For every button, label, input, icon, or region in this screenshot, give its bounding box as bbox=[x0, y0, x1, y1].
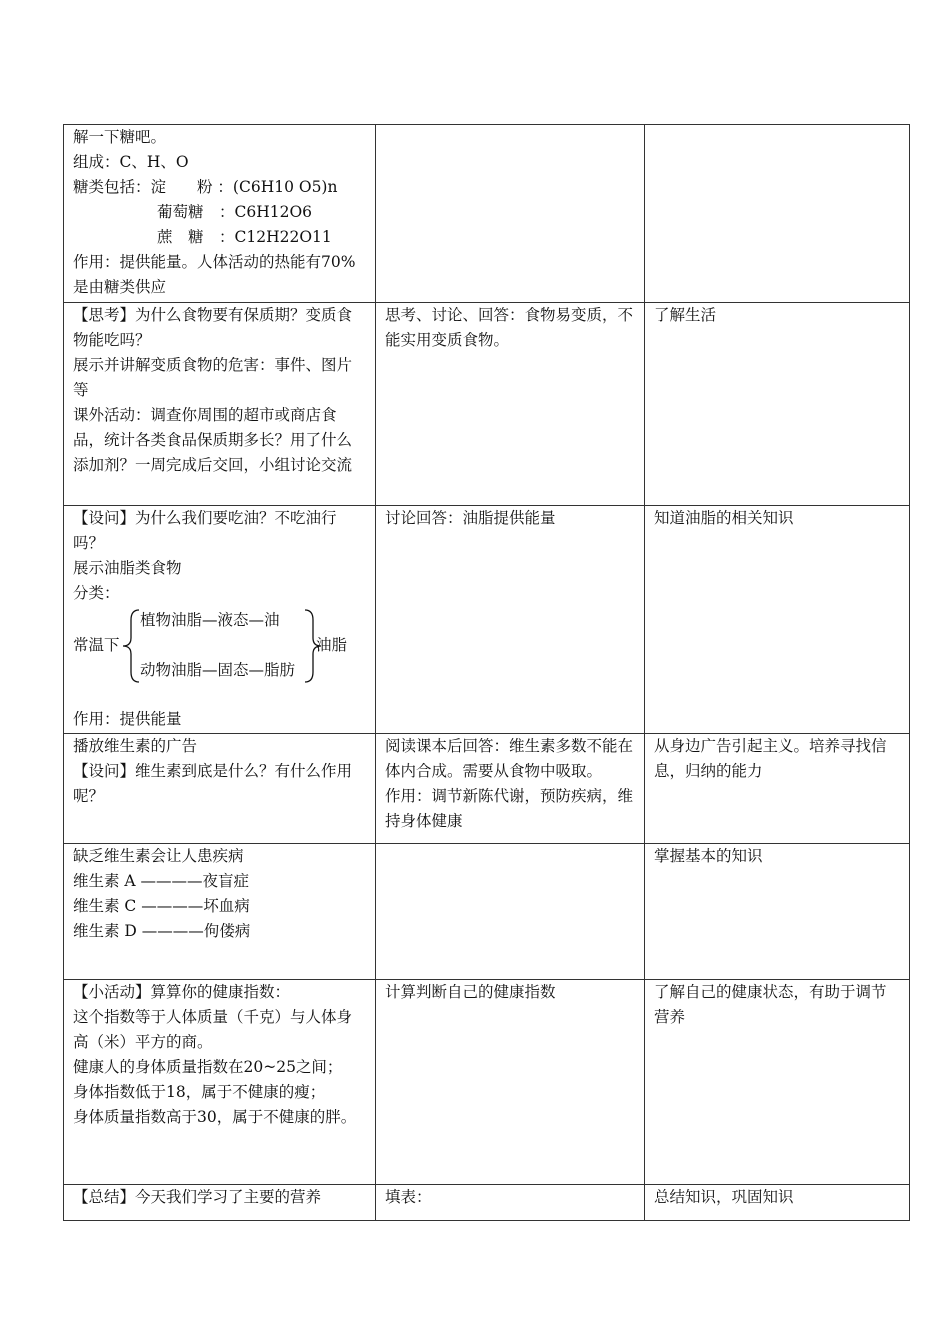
text-line: 了解生活 bbox=[654, 306, 717, 324]
text-line: 糖类包括：淀 粉 ：(C6H10 O5)n bbox=[73, 178, 338, 196]
table-row bbox=[64, 844, 910, 980]
oil-classification-diagram bbox=[73, 608, 367, 683]
teacher-activity-cell bbox=[64, 844, 376, 980]
text-line: 作用：提供能量 bbox=[73, 710, 182, 728]
student-activity-cell bbox=[376, 844, 645, 980]
text-line: 健康人的身体质量指数在20~25之间； bbox=[73, 1058, 343, 1076]
table-row bbox=[64, 734, 910, 844]
design-intent-cell bbox=[645, 980, 910, 1185]
text-line: 葡萄糖 ：C6H12O6 bbox=[157, 203, 313, 221]
design-intent-cell bbox=[645, 1185, 910, 1221]
design-intent-cell bbox=[645, 303, 910, 506]
student-activity-cell bbox=[376, 125, 645, 303]
text-line: 课外活动：调查你周围的超市或商店食品，统计各类食品保质期多长？用了什么添加剂？一周完成后交回，小组讨论交流 bbox=[73, 406, 353, 474]
text-line: 掌握基本的知识 bbox=[654, 847, 763, 865]
student-activity-cell bbox=[376, 1185, 645, 1221]
text-line: 身体指数低于18，属于不健康的瘦； bbox=[73, 1083, 326, 1101]
teacher-activity-cell bbox=[64, 980, 376, 1185]
text-line: 播放维生素的广告 bbox=[73, 737, 198, 755]
text-line: 作用：调节新陈代谢，预防疾病，维持身体健康 bbox=[385, 787, 634, 830]
text-line: 【总结】今天我们学习了主要的营养 bbox=[73, 1188, 322, 1206]
text-line: 【设问】维生素到底是什么？有什么作用呢？ bbox=[73, 762, 353, 805]
teacher-activity-cell bbox=[64, 734, 376, 844]
student-activity-cell bbox=[376, 980, 645, 1185]
text-line: 身体质量指数高于30，属于不健康的胖。 bbox=[73, 1108, 357, 1126]
table-row bbox=[64, 1185, 910, 1221]
text-line: 作用：提供能量。人体活动的热能有70%是由糖类供应 bbox=[73, 253, 356, 296]
teacher-activity-cell bbox=[64, 303, 376, 506]
text-line: 维生素 C ————坏血病 bbox=[73, 897, 250, 915]
text-line: 解一下糖吧。 bbox=[73, 128, 167, 146]
text-line: 计算判断自己的健康指数 bbox=[385, 983, 556, 1001]
text-line: 阅读课本后回答：维生素多数不能在体内合成。需要从食物中吸取。 bbox=[385, 737, 634, 780]
classification-condition-label: 常温下 bbox=[73, 636, 120, 654]
text-line: 从身边广告引起主义。培养寻找信息，归纳的能力 bbox=[654, 737, 887, 780]
design-intent-cell bbox=[645, 844, 910, 980]
text-line: 展示油脂类食物 bbox=[73, 559, 182, 577]
student-activity-cell bbox=[376, 506, 645, 734]
text-line: 填表： bbox=[385, 1188, 432, 1206]
student-activity-cell bbox=[376, 734, 645, 844]
text-line: 思考、讨论、回答：食物易变质，不能实用变质食物。 bbox=[385, 306, 634, 349]
text-line: 知道油脂的相关知识 bbox=[654, 509, 794, 527]
text-line: 维生素 A ————夜盲症 bbox=[73, 872, 250, 890]
oil-category-label: 油脂 bbox=[316, 636, 348, 654]
text-line: 展示并讲解变质食物的危害：事件、图片等 bbox=[73, 356, 353, 399]
lesson-plan-table bbox=[63, 124, 910, 1221]
teacher-activity-cell bbox=[64, 125, 376, 303]
table-row bbox=[64, 506, 910, 734]
teacher-activity-cell bbox=[64, 506, 376, 734]
design-intent-cell bbox=[645, 125, 910, 303]
animal-fat-label: 动物油脂—固态—脂肪 bbox=[140, 661, 296, 679]
text-line: 蔗 糖 ：C12H22O11 bbox=[157, 228, 332, 246]
text-line: 缺乏维生素会让人患疾病 bbox=[73, 847, 244, 865]
text-line: 【小活动】算算你的健康指数： bbox=[73, 983, 291, 1001]
text-line: 这个指数等于人体质量（千克）与人体身高（米）平方的商。 bbox=[73, 1008, 353, 1051]
student-activity-cell bbox=[376, 303, 645, 506]
table-row bbox=[64, 980, 910, 1185]
text-line: 了解自己的健康状态，有助于调节营养 bbox=[654, 983, 887, 1026]
text-line: 讨论回答：油脂提供能量 bbox=[385, 509, 556, 527]
teacher-activity-cell bbox=[64, 1185, 376, 1221]
table-row bbox=[64, 125, 910, 303]
plant-oil-label: 植物油脂—液态—油 bbox=[140, 611, 280, 629]
text-line: 【设问】为什么我们要吃油？不吃油行吗？ bbox=[73, 509, 337, 552]
text-line: 组成：C、H、O bbox=[73, 153, 189, 171]
design-intent-cell bbox=[645, 506, 910, 734]
table-row bbox=[64, 303, 910, 506]
text-line: 总结知识，巩固知识 bbox=[654, 1188, 794, 1206]
design-intent-cell bbox=[645, 734, 910, 844]
text-line: 维生素 D ————佝偻病 bbox=[73, 922, 251, 940]
text-line: 【思考】为什么食物要有保质期？变质食物能吃吗？ bbox=[73, 306, 353, 349]
text-line: 分类： bbox=[73, 584, 120, 602]
